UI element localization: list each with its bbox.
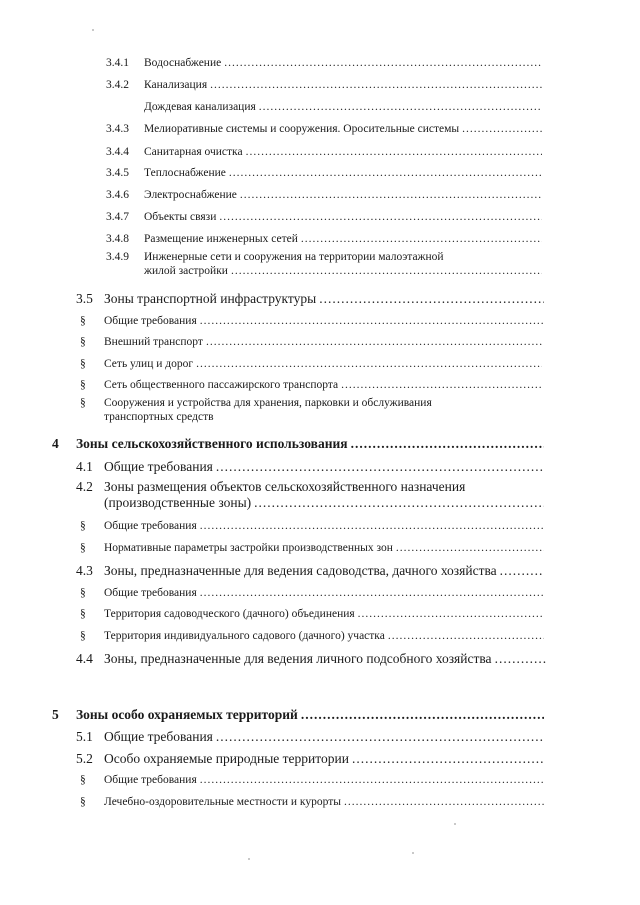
toc-entry-number: § [80,378,86,391]
dot-leader [229,167,542,180]
toc-entry-number: § [80,314,86,327]
toc-entry [0,539,640,555]
dot-leader [200,520,544,533]
toc-entry-title-line: (производственные зоны) [104,495,252,511]
dot-leader [216,729,544,745]
toc-entry-title: Нормативные параметры застройки производственных зон [104,541,393,554]
toc-entry [106,251,542,279]
toc-entry-number: § [80,586,86,599]
toc-entry [0,98,640,114]
toc-entry [0,289,640,307]
toc-entry [0,312,640,328]
toc-entry [0,434,640,452]
toc-entry [0,749,640,767]
toc-entry-title: Дождевая канализация [144,100,256,113]
toc-entry-title: Зоны, предназначенные для ведения садоводства, дачного хозяйства [104,563,497,579]
dot-leader [388,630,544,643]
toc-entry-number: § [80,795,86,808]
toc-entry [0,355,640,371]
dot-leader [358,608,544,621]
toc-entry-title: Внешний транспорт [104,335,203,348]
toc-entry-number: 4.1 [76,459,93,475]
toc-entry-number: 4.3 [76,563,93,579]
dot-leader [462,123,542,136]
toc-entry-number: § [80,357,86,370]
toc-entry [0,120,640,136]
toc-entry-number: § [80,541,86,554]
toc-entry-title: Зоны, предназначенные для ведения личного подсобного хозяйства [104,651,492,667]
toc-entry-title: Канализация [144,78,208,91]
toc-entry-title: Объекты связи [144,210,217,223]
toc-entry-title: Особо охраняемые природные территории [104,751,349,767]
dot-leader [206,336,542,349]
toc-entry-title: Мелиоративные системы и сооружения. Оросительные системы [144,122,460,135]
dot-leader [240,189,542,202]
toc-entry-number: § [80,773,86,786]
toc-entry-number: 3.5 [76,291,93,307]
toc-entry-title: Общие требования [104,519,197,532]
toc-entry [0,605,640,621]
toc-entry-title: Общие требования [104,314,197,327]
dot-leader [301,233,542,246]
toc-entry-number: 3.4.9 [106,251,129,263]
toc-entry-number: 3.4.1 [106,56,129,69]
toc-entry [0,54,640,70]
dot-leader [254,495,544,511]
toc-entry [0,230,640,246]
toc-entry-title: Размещение инженерных сетей [144,232,298,245]
toc-entry [0,793,640,809]
dot-leader [495,651,548,667]
toc-entry-title: Общие требования [104,459,213,475]
toc-entry-number: 5 [52,707,59,723]
toc-entry-title: Зоны особо охраняемых территорий [76,707,298,723]
toc-entry [0,649,640,667]
scan-speck [454,823,456,825]
toc-entry [0,705,640,723]
toc-entry-title: Санитарная очистка [144,145,243,158]
toc-entry-title: Территория садоводческого (дачного) объединения [104,607,355,620]
toc-entry-number: 4.4 [76,651,93,667]
toc-entry-title-line: Сооружения и устройства для хранения, парковки и обслуживания [104,397,432,409]
scan-speck [412,852,414,854]
dot-leader [344,796,544,809]
dot-leader [200,774,544,787]
toc-entry-title: Теплоснабжение [144,166,226,179]
scan-speck [248,858,250,860]
dot-leader [219,211,542,224]
toc-entry [0,76,640,92]
toc-entry [0,186,640,202]
toc-entry-number: § [80,607,86,620]
dot-leader [396,542,544,555]
toc-entry-number: 3.4.5 [106,166,129,179]
toc-entry-number: 3.4.6 [106,188,129,201]
toc-entry-title: Водоснабжение [144,56,222,69]
dot-leader [216,459,544,475]
toc-entry-number: § [80,397,86,409]
toc-entry [0,627,640,643]
toc-entry [0,517,640,533]
toc-entry-number: § [80,335,86,348]
dot-leader [231,265,542,279]
toc-entry-title: Зоны сельскохозяйственного использования [76,436,348,452]
toc-entry [0,584,640,600]
dot-leader [351,436,544,452]
toc-entry [0,457,640,475]
dot-leader [301,707,544,723]
toc-entry-number: § [80,519,86,532]
toc-entry-number: § [80,629,86,642]
toc-entry-title: Общие требования [104,729,213,745]
toc-entry-number: 3.4.3 [106,122,129,135]
dot-leader [259,101,542,114]
dot-leader [224,57,542,70]
toc-entry [80,397,544,425]
toc-entry [0,376,640,392]
toc-entry-title: Сеть общественного пассажирского транспорта [104,378,339,391]
toc-entry-title-line: Зоны размещения объектов сельскохозяйственного назначения [104,479,466,494]
toc-entry [0,164,640,180]
toc-entry-title: Сеть улиц и дорог [104,357,194,370]
toc-entry-number: 3.4.7 [106,210,129,223]
toc-entry-title-line: транспортных средств [104,410,214,423]
toc-entry-number: 3.4.2 [106,78,129,91]
toc-entry-number: 3.4.4 [106,145,129,158]
toc-entry [0,208,640,224]
toc-entry-title: Общие требования [104,586,197,599]
toc-entry-number: 5.2 [76,751,93,767]
toc-entry-number: 4 [52,436,59,452]
toc-entry [0,771,640,787]
dot-leader [210,79,542,92]
toc-entry [0,561,640,579]
toc-entry-title: Территория индивидуального садового (дачного) участка [104,629,385,642]
dot-leader [200,315,544,328]
toc-entry [0,727,640,745]
toc-entry [76,479,544,511]
toc-entry-number: 5.1 [76,729,93,745]
toc-entry-number: 3.4.8 [106,232,129,245]
toc-entry [0,333,640,349]
toc-entry [0,143,640,159]
toc-entry-title-line: жилой застройки [144,264,228,277]
dot-leader [246,146,542,159]
toc-entry-title: Зоны транспортной инфраструктуры [104,291,317,307]
toc-entry-title-line: Инженерные сети и сооружения на территории малоэтажной [144,251,444,263]
toc-entry-number: 4.2 [76,479,93,494]
dot-leader [341,379,542,392]
toc-entry-title: Лечебно-оздоровительные местности и курорты [104,795,341,808]
dot-leader [352,751,544,767]
dot-leader [319,291,544,307]
scan-speck [92,29,94,31]
dot-leader [200,587,544,600]
dot-leader [500,563,544,579]
toc-entry-title: Общие требования [104,773,197,786]
toc-entry-title: Электроснабжение [144,188,237,201]
dot-leader [196,358,542,371]
